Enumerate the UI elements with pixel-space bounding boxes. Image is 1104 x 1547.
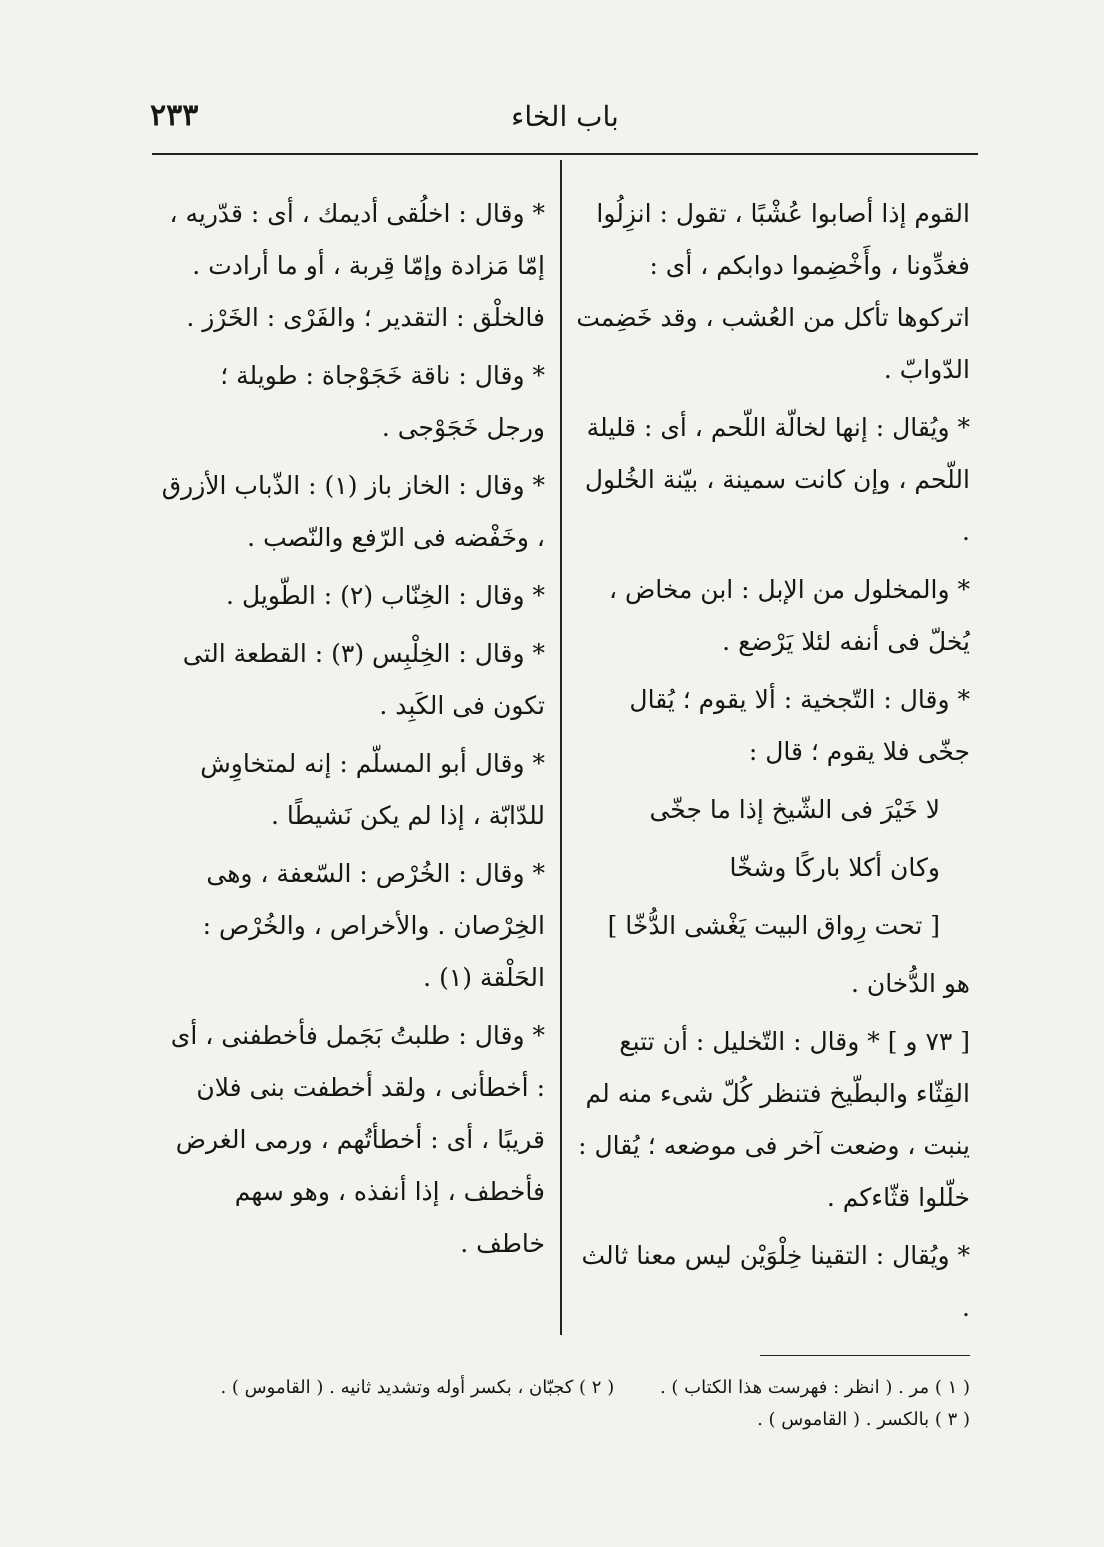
footnote-line (150, 1372, 970, 1404)
entry-paragraph: * وقال : ناقة خَجَوْجاة : طويلة ؛ ورجل خَجَوْجى . (220, 361, 545, 442)
footnotes (150, 1372, 970, 1436)
footnote-2: ( ٢ ) كجبّان ، بكسر أوله وتشديد ثانيه . ( القاموس ) . (220, 1377, 615, 1398)
footnote-3: ( ٣ ) بالكسر . ( القاموس ) . (757, 1409, 970, 1430)
column-divider (560, 160, 562, 1335)
left-column (160, 188, 545, 1328)
entry-paragraph: * والمخلول من الإبل : ابن مخاض ، يُخلّ فى أنفه لئلا يَرْضع . (608, 575, 970, 656)
right-column (570, 188, 970, 1328)
entry-paragraph: [ ٧٣ و ] * وقال : التّخليل : أن تتبع القِثّاء والبطّيخ فتنظر كُلّ شىء منه لم ينبت ، وضعت آخر فى موضعه ؛ يُقال : خلّلوا قثّاءكم . (578, 1027, 970, 1212)
verse-line: لا خَيْرَ فى الشّيخ إذا ما جخّى (649, 795, 940, 824)
entry-paragraph: * وقال : اخلُقى أديمك ، أى : قدّريه ، إمّا مَزادة وإمّا قِربة ، أو ما أرادت . فالخلْق : التقدير ؛ والفَرْى : الخَرْز . (169, 199, 545, 332)
entry-paragraph: * وقال : طلبتُ بَجَمل فأخطفنى ، أى : أخطأنى ، ولقد أخطفت بنى فلان قريبًا ، أى : أخطأتُهم ، ورمى الغرض فأخطف ، إذا أنفذه ، وهو سهم خاطف . (170, 1021, 545, 1258)
footnote-line (150, 1404, 970, 1436)
entry-paragraph: * وقال : الخِلْبِس (٣) : القطعة التى تكون فى الكَبِد . (182, 639, 545, 720)
entry-paragraph: * وقال : الخاز باز (١) : الذّباب الأزرق ، وخَفْضه فى الرّفع والنّصب . (161, 471, 545, 552)
entry-paragraph: * وقال أبو المسلّم : إنه لمتخاوِش للدّابّة ، إذا لم يكن نَشيطًا . (200, 749, 545, 830)
entry-paragraph: * وقال : الخُرْص : السّعفة ، وهى الخِرْصان . والأخراص ، والخُرْص : الحَلْقة (١) . (202, 859, 545, 992)
page-number: ٢٣٣ (150, 98, 199, 133)
entry-paragraph: * ويُقال : التقينا خِلْوَيْن ليس معنا ثالث . (581, 1241, 970, 1322)
page-header (150, 98, 980, 148)
entry-paragraph: القوم إذا أصابوا عُشْبًا ، تقول : انزِلُوا فغدِّونا ، وأَخْضِموا دوابكم ، أى : اتركوها تأكل من العُشب ، وقد خَضِمت الدّوابّ . (576, 199, 970, 384)
footnote-1: ( ١ ) مر . ( انظر : فهرست هذا الكتاب ) . (659, 1377, 970, 1398)
verse-line: [ تحت رِواق البيت يَغْشى الدُّخّا ] (607, 911, 940, 940)
entry-paragraph: * وقال : الخِنّاب (٢) : الطّويل . (226, 581, 545, 610)
verse-line: وكان أكلا باركًا وشخّا (729, 853, 940, 882)
header-rule (152, 153, 978, 155)
running-title: باب الخاء (511, 100, 619, 133)
entry-paragraph: هو الدُّخان . (850, 969, 970, 998)
entry-paragraph: * ويُقال : إنها لخالّة اللّحم ، أى : قليلة اللّحم ، وإن كانت سمينة ، بيّنة الخُلول . (584, 413, 970, 546)
footnote-rule (760, 1355, 970, 1356)
entry-paragraph: * وقال : التّجخية : ألا يقوم ؛ يُقال جخّى فلا يقوم ؛ قال : (629, 685, 970, 766)
